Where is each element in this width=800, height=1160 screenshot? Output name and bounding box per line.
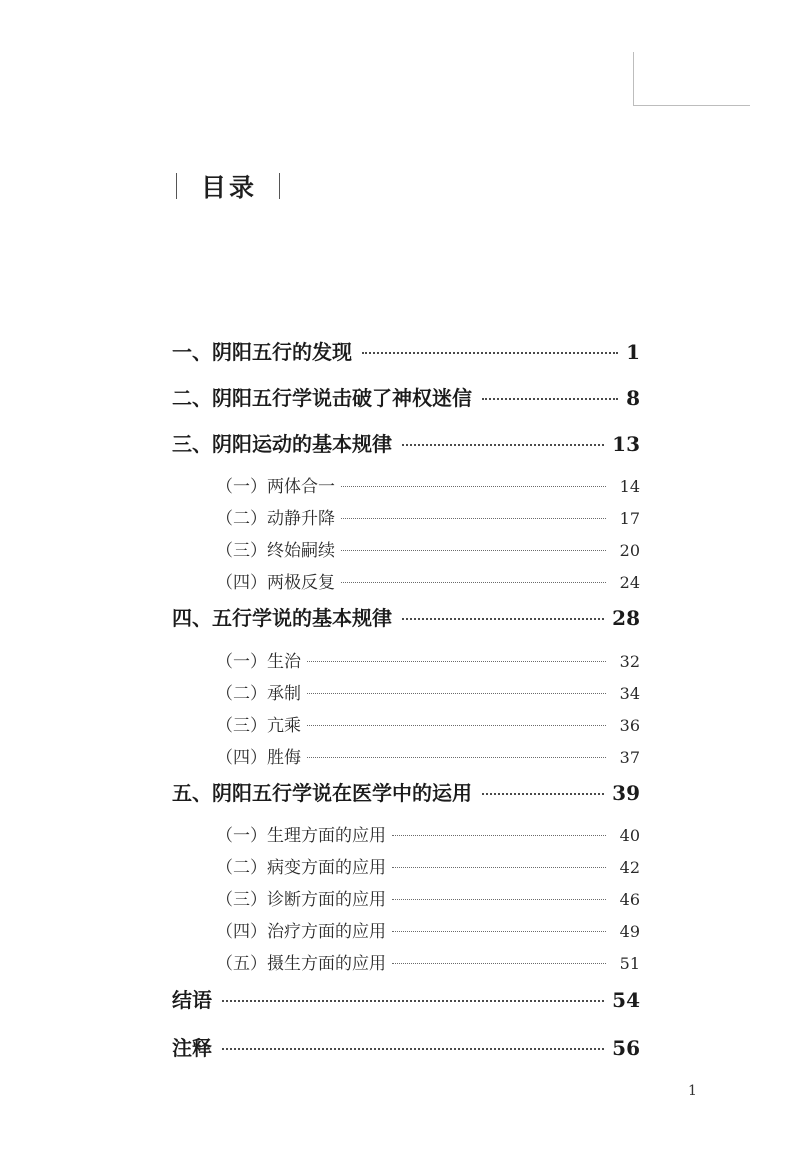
toc-entry-page: 34 [619,684,640,703]
dot-leader [222,1000,604,1002]
toc-entry-notes[interactable] [172,1032,640,1061]
toc-entry-chapter-5[interactable] [172,777,640,806]
dot-leader [307,725,606,726]
toc-entry-page: 36 [619,716,640,735]
toc-entry-section-5-1[interactable] [216,821,640,846]
toc-entry-label: 一、阴阳五行的发现 [172,340,352,364]
dot-leader [392,835,606,836]
dot-leader [482,793,604,795]
toc-entry-section-4-2[interactable] [216,679,640,704]
toc-entry-label: （三）终始嗣续 [216,541,335,561]
toc-entry-label: 结语 [172,988,212,1012]
toc-entry-section-5-5[interactable] [216,949,640,974]
toc-entry-page: 40 [619,826,640,845]
toc-entry-page: 28 [612,606,640,630]
toc-entry-label: （四）治疗方面的应用 [216,922,386,942]
toc-entry-chapter-3[interactable] [172,428,640,457]
toc-entry-conclusion[interactable] [172,984,640,1013]
toc-entry-label: （二）承制 [216,684,301,704]
toc-entry-section-5-4[interactable] [216,917,640,942]
toc-entry-page: 56 [612,1036,640,1060]
toc-entry-label: （二）病变方面的应用 [216,858,386,878]
toc-entry-label: 注释 [172,1036,212,1060]
toc-entry-section-3-3[interactable] [216,536,640,561]
toc-entry-label: （二）动静升降 [216,509,335,529]
toc-entry-page: 24 [619,573,640,592]
toc-entry-label: 二、阴阳五行学说击破了神权迷信 [172,386,472,410]
toc-entry-label: （一）两体合一 [216,477,335,497]
dot-leader [392,867,606,868]
page-number: 1 [688,1083,697,1099]
dot-leader [392,963,606,964]
toc-entry-label: 三、阴阳运动的基本规律 [172,432,392,456]
toc-entry-label: （一）生理方面的应用 [216,826,386,846]
toc-entry-page: 8 [626,386,640,410]
toc-entry-page: 37 [619,748,640,767]
dot-leader [307,661,606,662]
toc-entry-page: 54 [612,988,640,1012]
toc-entry-page: 20 [619,541,640,560]
toc-entry-section-5-2[interactable] [216,853,640,878]
toc-entry-label: （三）亢乘 [216,716,301,736]
toc-entry-section-3-1[interactable] [216,472,640,497]
toc-entry-section-4-4[interactable] [216,743,640,768]
dot-leader [482,398,618,400]
dot-leader [341,582,606,583]
toc-entry-chapter-1[interactable] [172,336,640,365]
toc-entry-section-4-3[interactable] [216,711,640,736]
toc-entry-page: 42 [619,858,640,877]
toc-entry-page: 14 [619,477,640,496]
toc-entry-chapter-4[interactable] [172,602,640,631]
dot-leader [402,618,604,620]
dot-leader [392,931,606,932]
toc-entry-label: 五、阴阳五行学说在医学中的运用 [172,781,472,805]
dot-leader [341,518,606,519]
dot-leader [402,444,604,446]
toc-entry-section-3-2[interactable] [216,504,640,529]
toc-entry-label: （五）摄生方面的应用 [216,954,386,974]
dot-leader [307,693,606,694]
toc-entry-page: 32 [619,652,640,671]
page-title: 目录 [201,173,258,202]
toc-entry-label: 四、五行学说的基本规律 [172,606,392,630]
dot-leader [362,352,618,354]
toc-entry-section-3-4[interactable] [216,568,640,593]
toc-entry-section-4-1[interactable] [216,647,640,672]
toc-entry-label: （一）生治 [216,652,301,672]
dot-leader [341,550,606,551]
toc-entry-page: 39 [612,781,640,805]
toc-entry-page: 17 [619,509,640,528]
dot-leader [341,486,606,487]
dot-leader [222,1048,604,1050]
dot-leader [392,899,606,900]
toc-entry-page: 1 [626,340,640,364]
toc-entry-label: （四）两极反复 [216,573,335,593]
toc-entry-page: 13 [612,432,640,456]
toc-entry-page: 49 [619,922,640,941]
toc-entry-page: 51 [619,954,640,973]
toc-entry-page: 46 [619,890,640,909]
toc-entry-chapter-2[interactable] [172,382,640,411]
toc-entry-label: （三）诊断方面的应用 [216,890,386,910]
toc-entry-section-5-3[interactable] [216,885,640,910]
dot-leader [307,757,606,758]
toc-entry-label: （四）胜侮 [216,748,301,768]
